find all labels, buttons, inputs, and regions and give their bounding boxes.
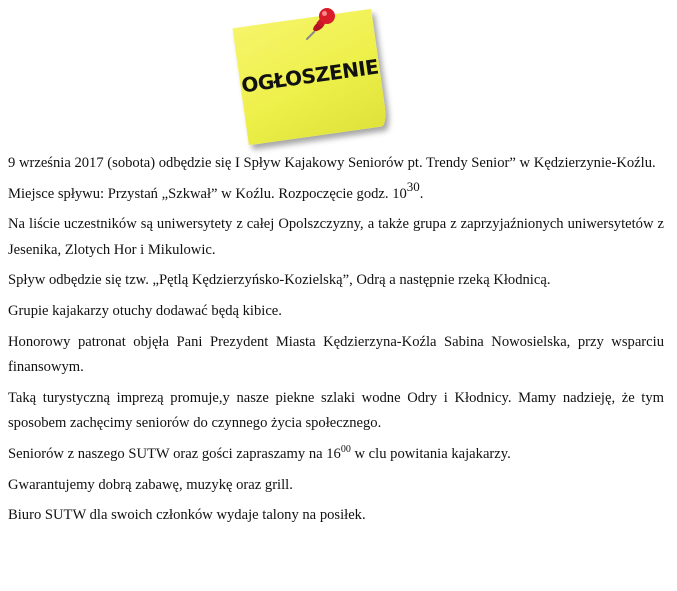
welcome-time-minutes: 00 — [340, 443, 351, 455]
paragraph-date: 9 września 2017 (sobota) odbędzie się I Spływ Kajakowy Seniorów pt. Trendy Senior” w Kędzierzynie-Koźlu. — [8, 155, 656, 171]
paragraph-participants: Na liście uczestników są uniwersytety z całej Opolszczyzny, a także grupa z zaprzyjaźnionych uniwersytetów z Jesenika, Zlotych Hor i Mikulowic. — [8, 216, 664, 258]
announcement-sticky-note — [232, 6, 392, 146]
paragraph-patronage: Honorowy patronat objęła Pani Prezydent Miasta Kędzierzyna-Koźla Sabina Nowosielska, przy wsparciu finansowym. — [8, 333, 664, 376]
paragraph-meal-vouchers: Biuro SUTW dla swoich członków wydaje talony na posiłek. — [8, 507, 366, 524]
location-end: . — [419, 185, 424, 202]
invitation-end: w clu powitania kajakarzy. — [350, 445, 511, 462]
pushpin-icon — [304, 6, 338, 40]
note-title: OGŁOSZENIE — [239, 54, 380, 98]
paragraph-promotion: Taką turystyczną imprezą promuje,y nasze piekne szlaki wodne Odry i Kłodnicy. Mamy nadzieję, że tym sposobem zachęcimy seniorów do czynnego życia społecznego. — [8, 389, 664, 432]
paragraph-invitation — [8, 442, 664, 468]
announcement-body — [8, 151, 664, 534]
paragraph-location — [8, 178, 664, 208]
location-text: Miejsce spływu: Przystań „Szkwał” w Koźlu. Rozpoczęcie godz. 10 — [8, 185, 407, 202]
paragraph-supporters: Grupie kajakarzy otuchy dodawać będą kibice. — [8, 302, 282, 319]
paragraph-entertainment: Gwarantujemy dobrą zabawę, muzykę oraz grill. — [8, 476, 293, 493]
paragraph-route: Spływ odbędzie się tzw. „Pętlą Kędzierzyńsko-Kozielską”, Odrą a następnie rzeką Kłodnicą. — [8, 272, 551, 289]
start-time-minutes: 30 — [406, 178, 420, 194]
invitation-text: Seniorów z naszego SUTW oraz gości zapraszamy na 16 — [8, 445, 341, 462]
